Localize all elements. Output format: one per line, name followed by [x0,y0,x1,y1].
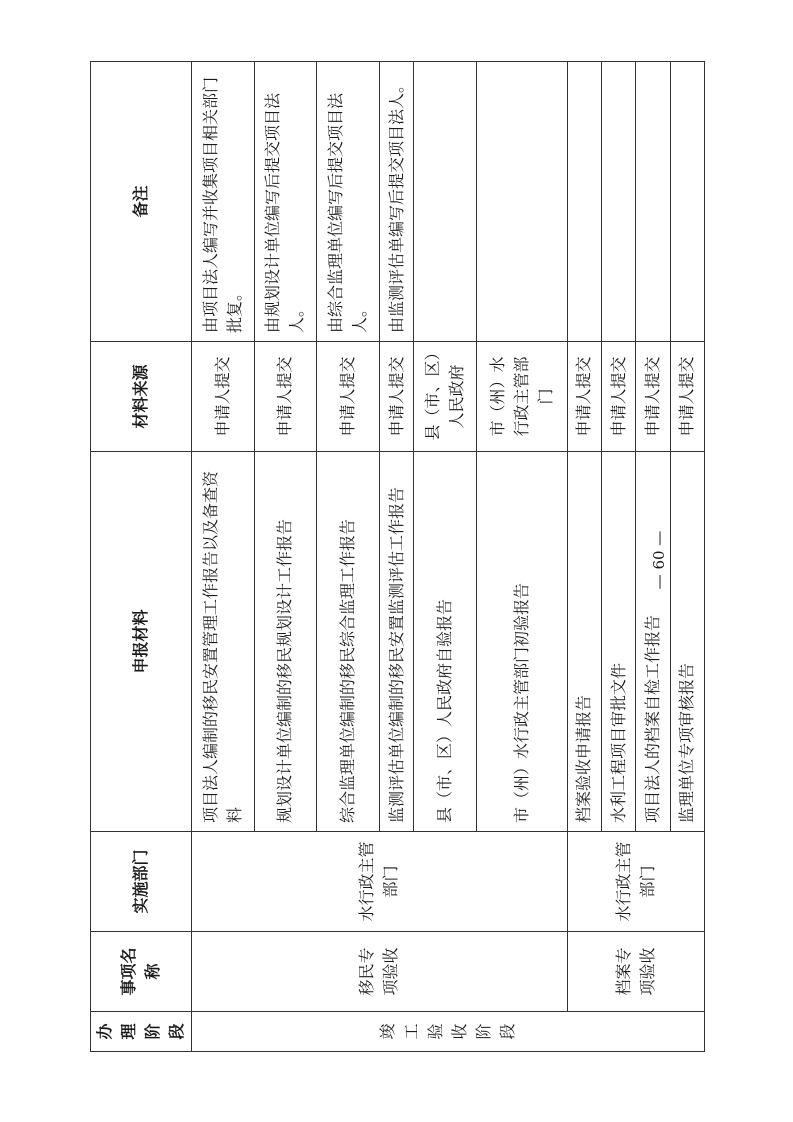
page-number: — 60 — [650,530,668,590]
note-cell: 由综合监理单位编写后提交项目法人。 [317,62,380,342]
material-cell: 项目法人编制的移民安置管理工作报告以及备查资料 [192,452,255,832]
note-cell [567,62,601,342]
header-dept: 实施部门 [91,832,192,932]
header-stage: 办理阶段 [91,1012,192,1052]
note-cell [670,62,704,342]
dept-cell: 水行政主管部门 [192,832,568,932]
header-item: 事项名称 [91,932,192,1012]
note-cell: 由监测评估单编写后提交项目法人。 [379,62,413,342]
rotated-table-frame [90,62,705,1052]
source-cell: 申请人提交 [567,342,601,452]
note-cell: 由项目法人编写并收集项目相关部门批复。 [192,62,255,342]
material-cell: 规划设计单位编制的移民规划设计工作报告 [254,452,317,832]
material-cell: 档案验收申请报告 [567,452,601,832]
material-cell: 监理单位专项审核报告 [670,452,704,832]
table-row [567,62,601,1052]
note-cell: 由规划设计单位编写后提交项目法人。 [254,62,317,342]
source-cell: 申请人提交 [254,342,317,452]
dept-cell: 水行政主管部门 [567,832,704,932]
page-number-wrap [650,530,700,600]
material-cell: 监测评估单位编制的移民安置监测评估工作报告 [379,452,413,832]
source-cell: 县（市、区）人民政府 [414,342,477,452]
source-cell: 市（州）水行政主管部门 [476,342,567,452]
table-row [192,62,255,1052]
material-cell: 综合监理单位编制的移民综合监理工作报告 [317,452,380,832]
material-cell: 县（市、区）人民政府自验报告 [414,452,477,832]
material-cell: 市（州）水行政主管部门初验报告 [476,452,567,832]
source-cell: 申请人提交 [602,342,636,452]
note-cell [602,62,636,342]
header-note: 备注 [91,62,192,342]
source-cell: 申请人提交 [379,342,413,452]
table-header-row [91,62,192,1052]
source-cell: 申请人提交 [636,342,670,452]
material-cell: 项目法人的档案自检工作报告 [636,452,670,832]
application-materials-table [90,61,705,1052]
note-cell [636,62,670,342]
note-cell [414,62,477,342]
stage-cell: 竣工验收阶段 [192,1012,705,1052]
header-material: 申报材料 [91,452,192,832]
note-cell [476,62,567,342]
source-cell: 申请人提交 [670,342,704,452]
source-cell: 申请人提交 [317,342,380,452]
source-cell: 申请人提交 [192,342,255,452]
item-cell: 档案专项验收 [567,932,704,1012]
item-cell: 移民专项验收 [192,932,568,1012]
header-source: 材料来源 [91,342,192,452]
material-cell: 水利工程项目审批文件 [602,452,636,832]
